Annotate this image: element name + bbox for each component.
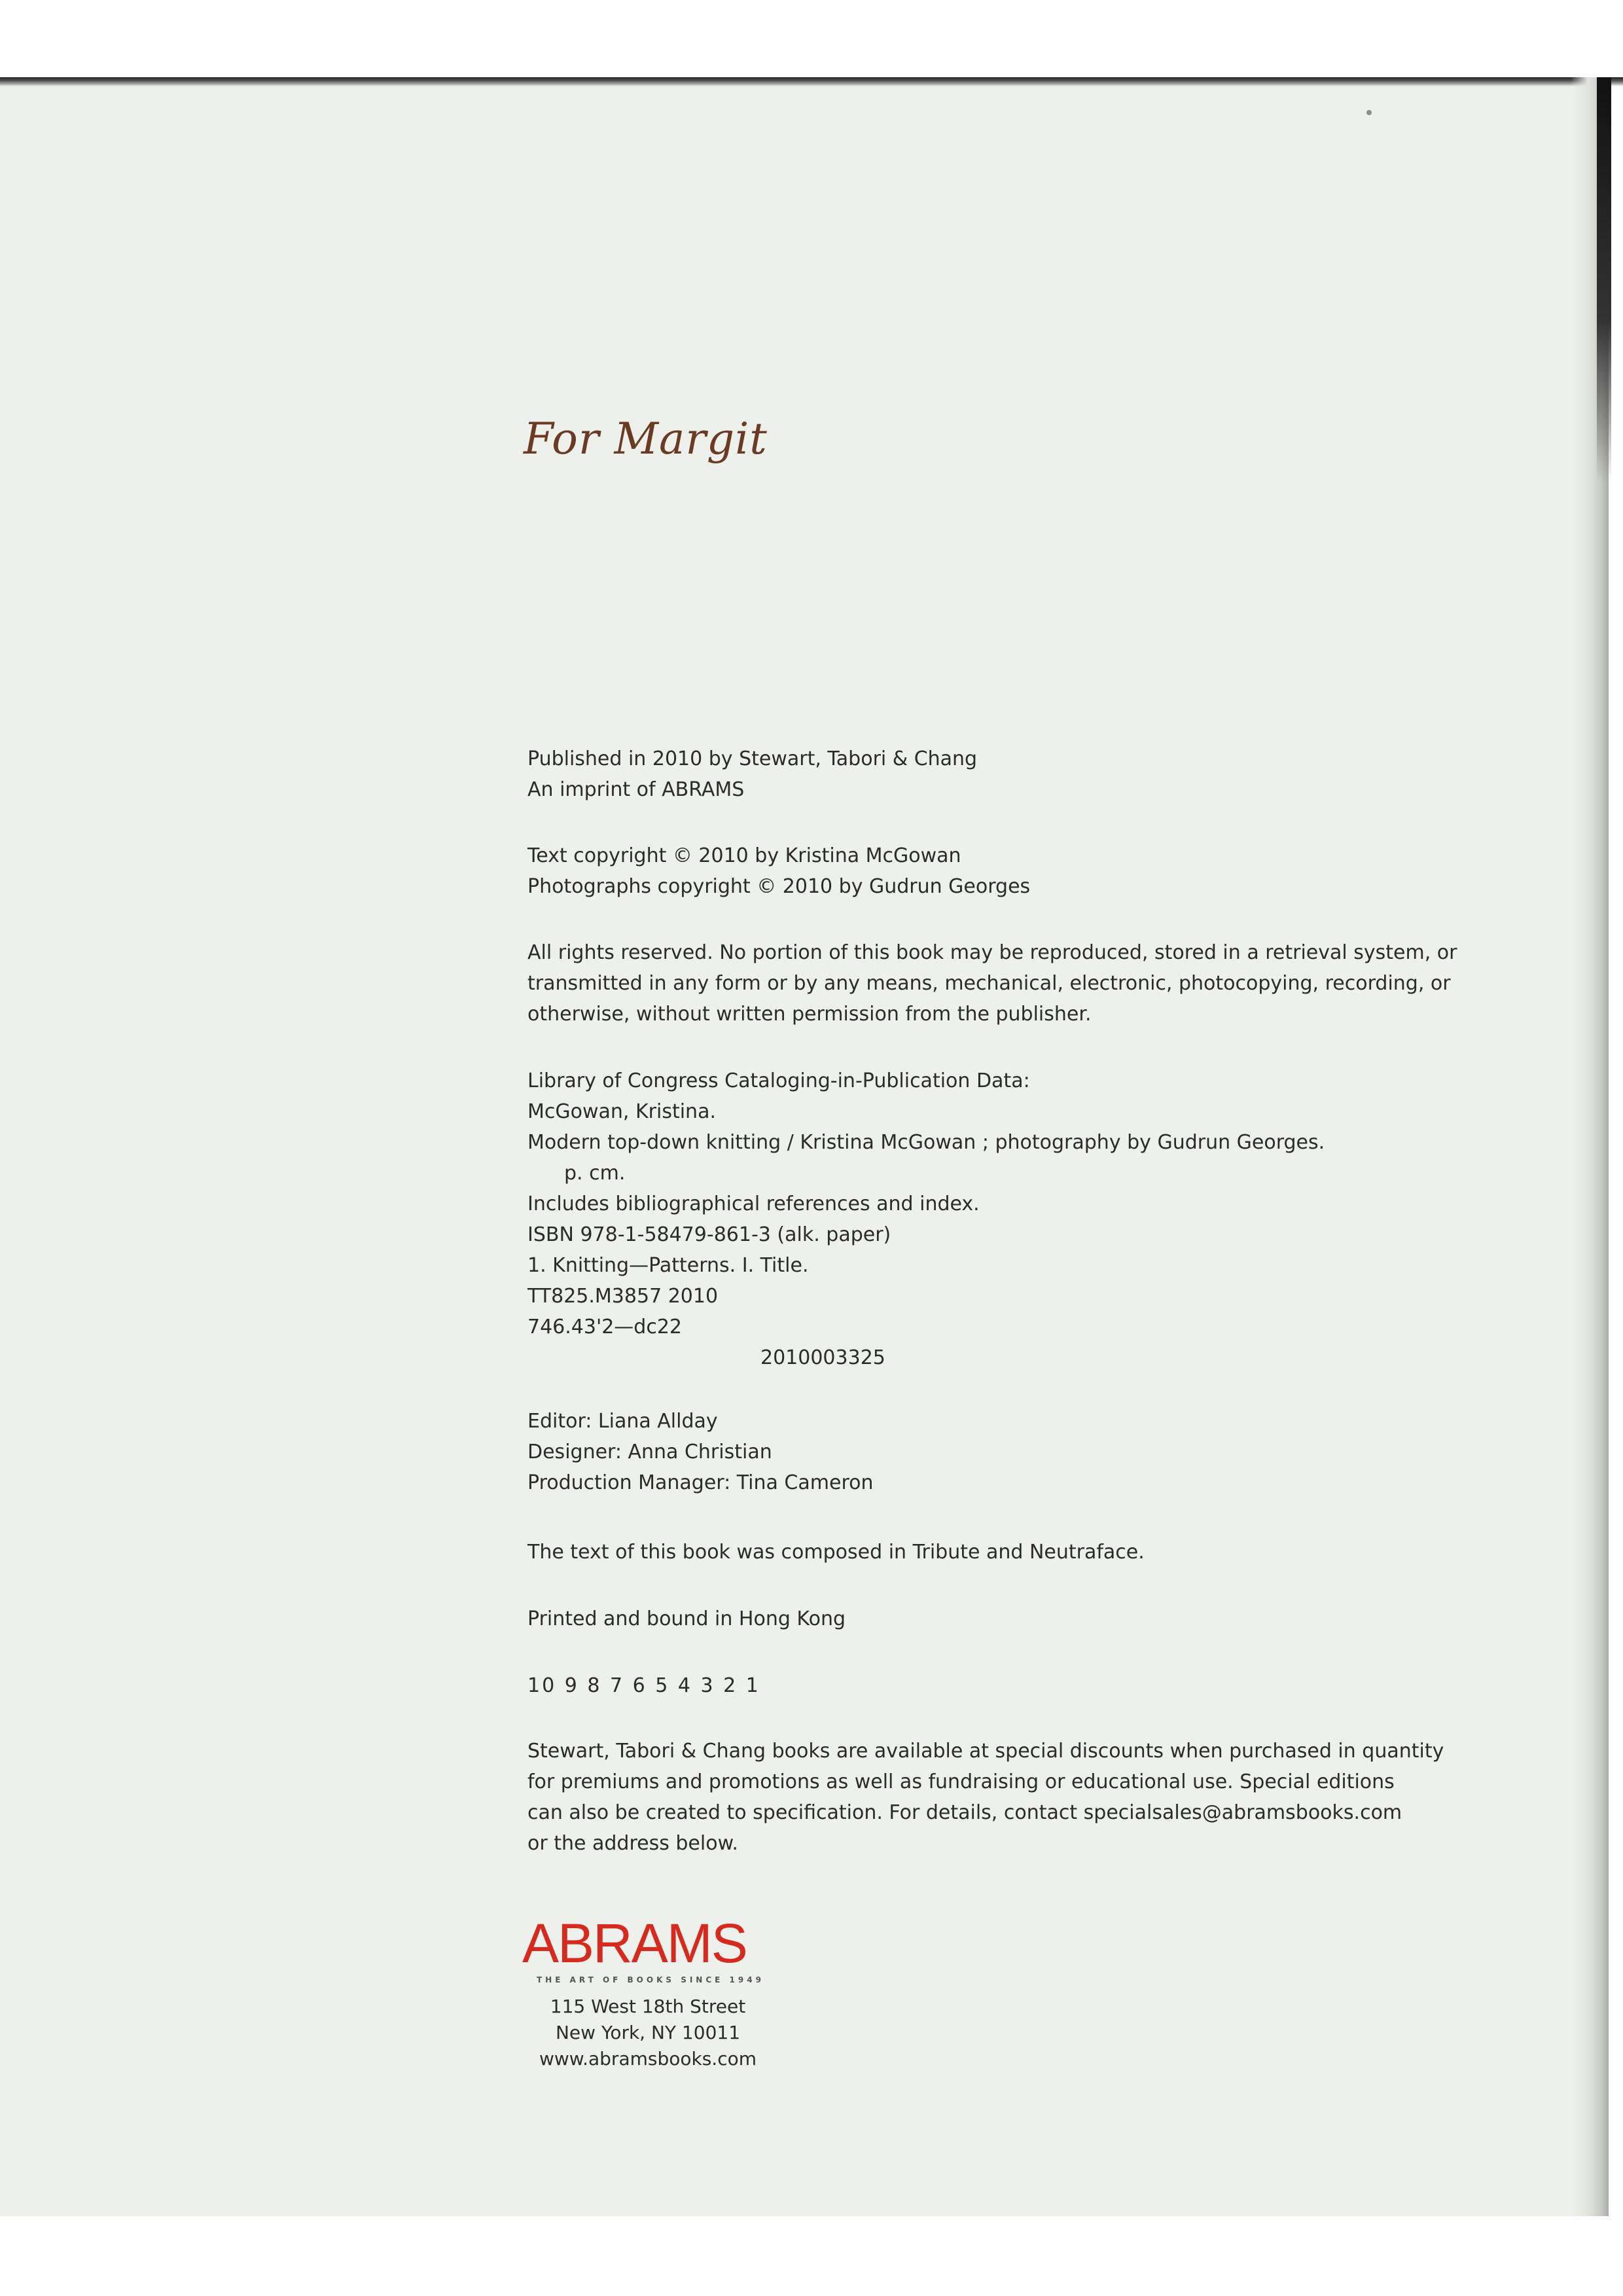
typeface-note <box>527 1537 1489 1568</box>
printing-numbers: 10 9 8 7 6 5 4 3 2 1 <box>527 1674 760 1697</box>
cip-heading: Library of Congress Cataloging-in-Publication Data: <box>527 1069 1030 1092</box>
rights-block <box>527 937 1489 1030</box>
scan-speck <box>1366 110 1372 115</box>
cip-dewey: 746.43'2—dc22 <box>527 1316 683 1338</box>
rights-line: otherwise, without written permission from the publisher. <box>527 1003 1092 1026</box>
dedication: For Margit <box>524 414 768 464</box>
cip-title: Modern top-down knitting / Kristina McGowan ; photography by Gudrun Georges. <box>527 1131 1325 1154</box>
rights-line: All rights reserved. No portion of this book may be reproduced, stored in a retrieval system, or <box>527 941 1457 964</box>
rights-line: transmitted in any form or by any means, mechanical, electronic, photocopying, recording, or <box>527 972 1451 995</box>
special-sales-line: can also be created to specification. For details, contact specialsales@abramsbooks.com <box>527 1801 1402 1824</box>
cip-author: McGowan, Kristina. <box>527 1100 716 1123</box>
cip-pcm: p. cm. <box>564 1162 626 1185</box>
page-top-shadow <box>0 77 1623 86</box>
scan-bottom-margin <box>0 2216 1623 2296</box>
designer-credit: Designer: Anna Christian <box>527 1441 772 1463</box>
printed-note <box>527 1604 1489 1634</box>
special-sales-line: for premiums and promotions as well as fundraising or educational use. Special editions <box>527 1770 1395 1793</box>
publisher-info <box>527 744 1489 805</box>
published-line: Published in 2010 by Stewart, Tabori & Chang <box>527 747 978 770</box>
page-corner-shadow <box>1597 77 1611 483</box>
abrams-tagline: THE ART OF BOOKS SINCE 1949 <box>537 1975 764 1984</box>
address-street: 115 West 18th Street <box>550 1996 746 2017</box>
credits-block <box>527 1406 1489 1498</box>
address-city: New York, NY 10011 <box>555 2022 741 2043</box>
text-copyright: Text copyright © 2010 by Kristina McGowan <box>527 844 961 867</box>
special-sales-line: or the address below. <box>527 1832 738 1855</box>
address-website: www.abramsbooks.com <box>539 2048 757 2070</box>
photo-copyright: Photographs copyright © 2010 by Gudrun Georges <box>527 875 1031 898</box>
cip-lccn: 2010003325 <box>760 1346 885 1369</box>
abrams-logo: ABRAMS <box>522 1912 747 1974</box>
typeface-text: The text of this book was composed in Tribute and Neutraface. <box>527 1541 1145 1564</box>
editor-credit: Editor: Liana Allday <box>527 1410 718 1433</box>
cip-data-block <box>527 1066 1489 1373</box>
special-sales-line: Stewart, Tabori & Chang books are available at special discounts when purchased in quantity <box>527 1740 1444 1763</box>
cip-includes: Includes bibliographical references and index. <box>527 1193 980 1215</box>
scan-top-margin <box>0 0 1623 82</box>
printing-line <box>527 1670 1489 1701</box>
copyright-block <box>527 840 1489 902</box>
cip-subjects: 1. Knitting—Patterns. I. Title. <box>527 1254 809 1277</box>
cip-isbn: ISBN 978-1-58479-861-3 (alk. paper) <box>527 1223 891 1246</box>
special-sales-block <box>527 1736 1489 1859</box>
imprint-line: An imprint of ABRAMS <box>527 778 745 801</box>
production-credit: Production Manager: Tina Cameron <box>527 1471 874 1494</box>
printed-text: Printed and bound in Hong Kong <box>527 1607 846 1630</box>
cip-call-number: TT825.M3857 2010 <box>527 1285 719 1308</box>
publisher-address <box>524 1994 772 2072</box>
